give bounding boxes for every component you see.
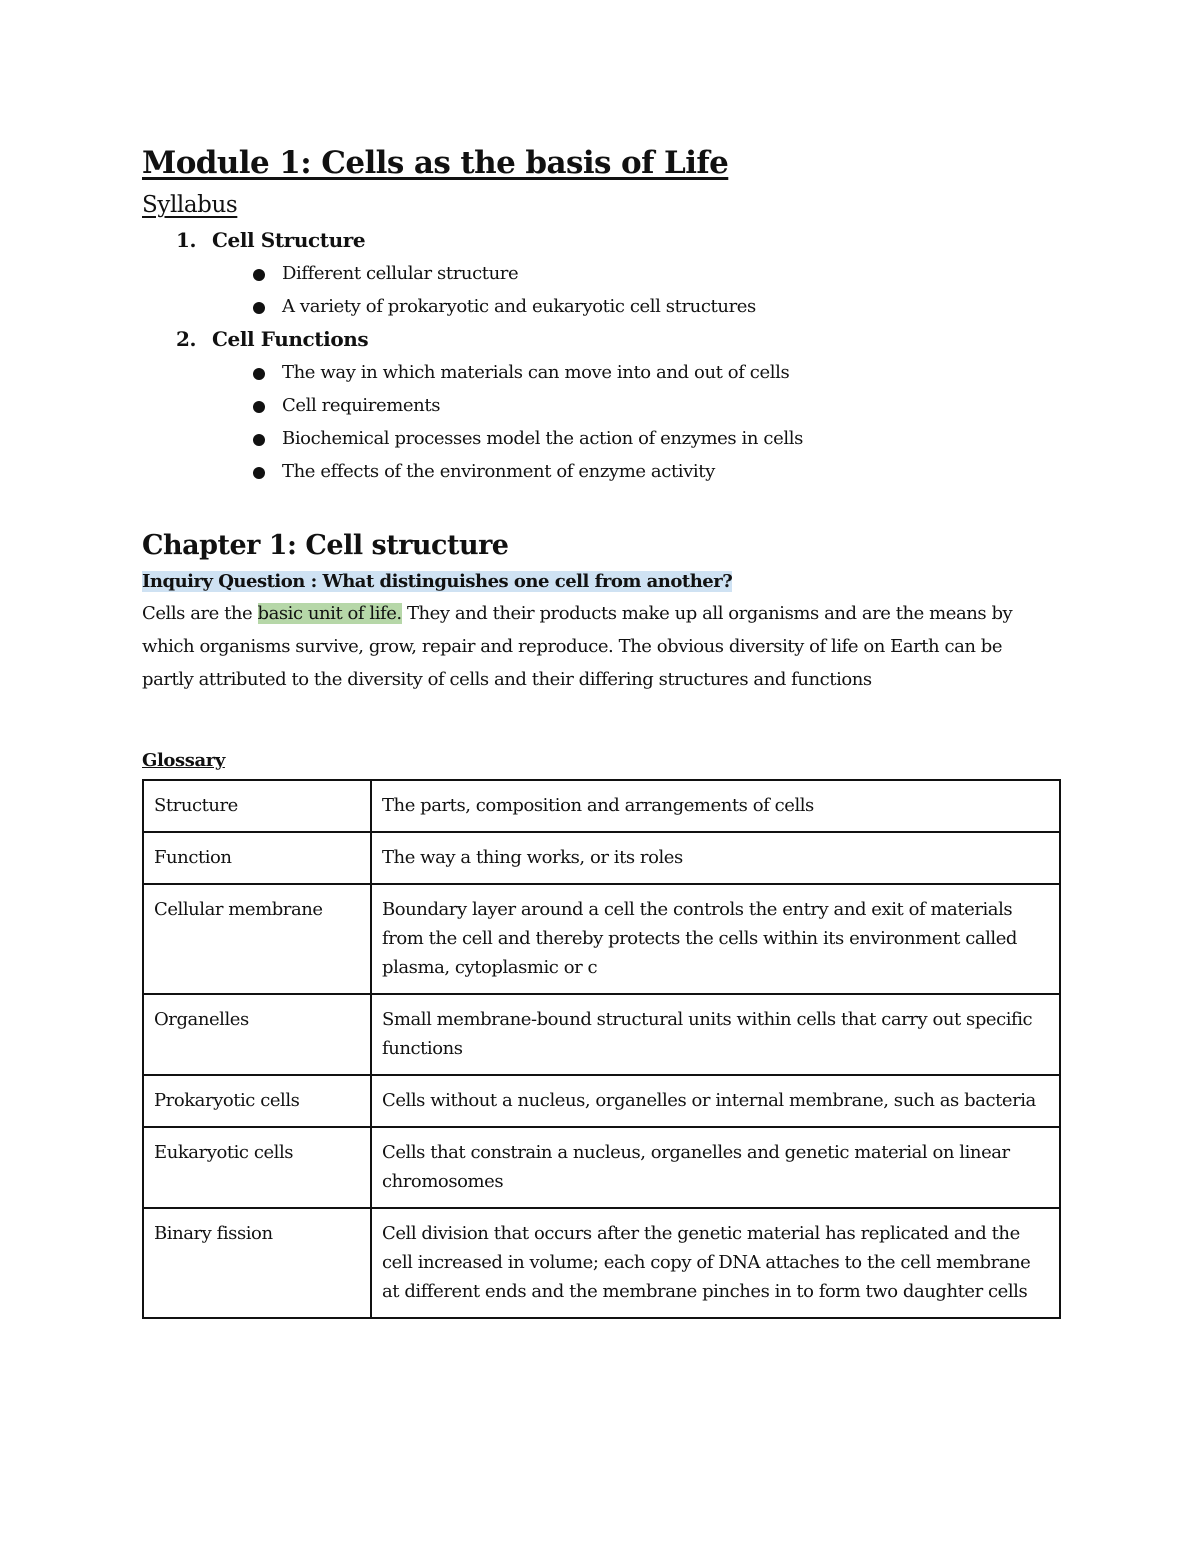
glossary-definition: Small membrane-bound structural units within cells that carry out specific functions (371, 994, 1060, 1075)
list-item-text: The effects of the environment of enzyme activity (282, 461, 715, 482)
table-row (143, 832, 1060, 884)
topic-number: 2. (176, 327, 197, 351)
glossary-term: Eukaryotic cells (143, 1127, 371, 1208)
bullet-icon (253, 401, 265, 413)
topic-title: Cell Functions (212, 327, 369, 351)
syllabus-topic-cell-functions (142, 323, 1062, 488)
glossary-definition: Cell division that occurs after the genetic material has replicated and the cell increased in volume; each copy of DNA attaches to the cell membrane at different ends and the membrane pinches in to form two daughter cells (371, 1208, 1060, 1318)
glossary-heading: Glossary (142, 750, 225, 771)
document-page (142, 140, 1062, 1319)
syllabus-topic-cell-structure (142, 224, 1062, 323)
list-item (142, 290, 1062, 323)
glossary-term: Prokaryotic cells (143, 1075, 371, 1127)
glossary-definition: Cells without a nucleus, organelles or internal membrane, such as bacteria (371, 1075, 1060, 1127)
table-row (143, 1127, 1060, 1208)
intro-highlight: basic unit of life. (257, 603, 402, 624)
list-item (142, 389, 1062, 422)
glossary-table (142, 779, 1061, 1319)
bullet-icon (253, 302, 265, 314)
list-item-text: Biochemical processes model the action of enzymes in cells (282, 428, 803, 449)
table-row (143, 780, 1060, 832)
syllabus-list (142, 224, 1062, 488)
glossary-term: Structure (143, 780, 371, 832)
list-item-text: A variety of prokaryotic and eukaryotic cell structures (282, 296, 756, 317)
glossary-definition: Cells that constrain a nucleus, organelles and genetic material on linear chromosomes (371, 1127, 1060, 1208)
inquiry-question (142, 567, 1062, 597)
bullet-icon (253, 269, 265, 281)
list-item (142, 455, 1062, 488)
topic-number: 1. (176, 228, 197, 252)
intro-paragraph (142, 597, 1052, 696)
list-item-text: The way in which materials can move into and out of cells (282, 362, 790, 383)
glossary-term: Organelles (143, 994, 371, 1075)
list-item (142, 257, 1062, 290)
chapter-title: Chapter 1: Cell structure (142, 530, 509, 561)
list-item (142, 356, 1062, 389)
topic-points (142, 257, 1062, 323)
table-row (143, 1075, 1060, 1127)
table-row (143, 884, 1060, 994)
table-row (143, 994, 1060, 1075)
list-item (142, 422, 1062, 455)
intro-text-rest: They and their products make up all organisms and are the means by which organisms survive, grow, repair and reproduce. The obvious diversity of life on Earth can be partly attributed to the diversity of cells and their differing structures and functions (142, 603, 1013, 690)
intro-text-start: Cells are the (142, 603, 258, 624)
glossary-term: Function (143, 832, 371, 884)
syllabus-heading: Syllabus (142, 192, 238, 218)
bullet-icon (253, 434, 265, 446)
list-item-text: Cell requirements (282, 395, 441, 416)
glossary-definition: The way a thing works, or its roles (371, 832, 1060, 884)
bullet-icon (253, 368, 265, 380)
topic-title: Cell Structure (212, 228, 366, 252)
glossary-definition: The parts, composition and arrangements of cells (371, 780, 1060, 832)
topic-points (142, 356, 1062, 488)
bullet-icon (253, 467, 265, 479)
inquiry-question-text: Inquiry Question : What distinguishes one cell from another? (142, 571, 733, 592)
list-item-text: Different cellular structure (282, 263, 519, 284)
module-title: Module 1: Cells as the basis of Life (142, 145, 729, 181)
glossary-term: Cellular membrane (143, 884, 371, 994)
table-row (143, 1208, 1060, 1318)
glossary-term: Binary fission (143, 1208, 371, 1318)
glossary-definition: Boundary layer around a cell the controls the entry and exit of materials from the cell and thereby protects the cells within its environment called plasma, cytoplasmic or c (371, 884, 1060, 994)
